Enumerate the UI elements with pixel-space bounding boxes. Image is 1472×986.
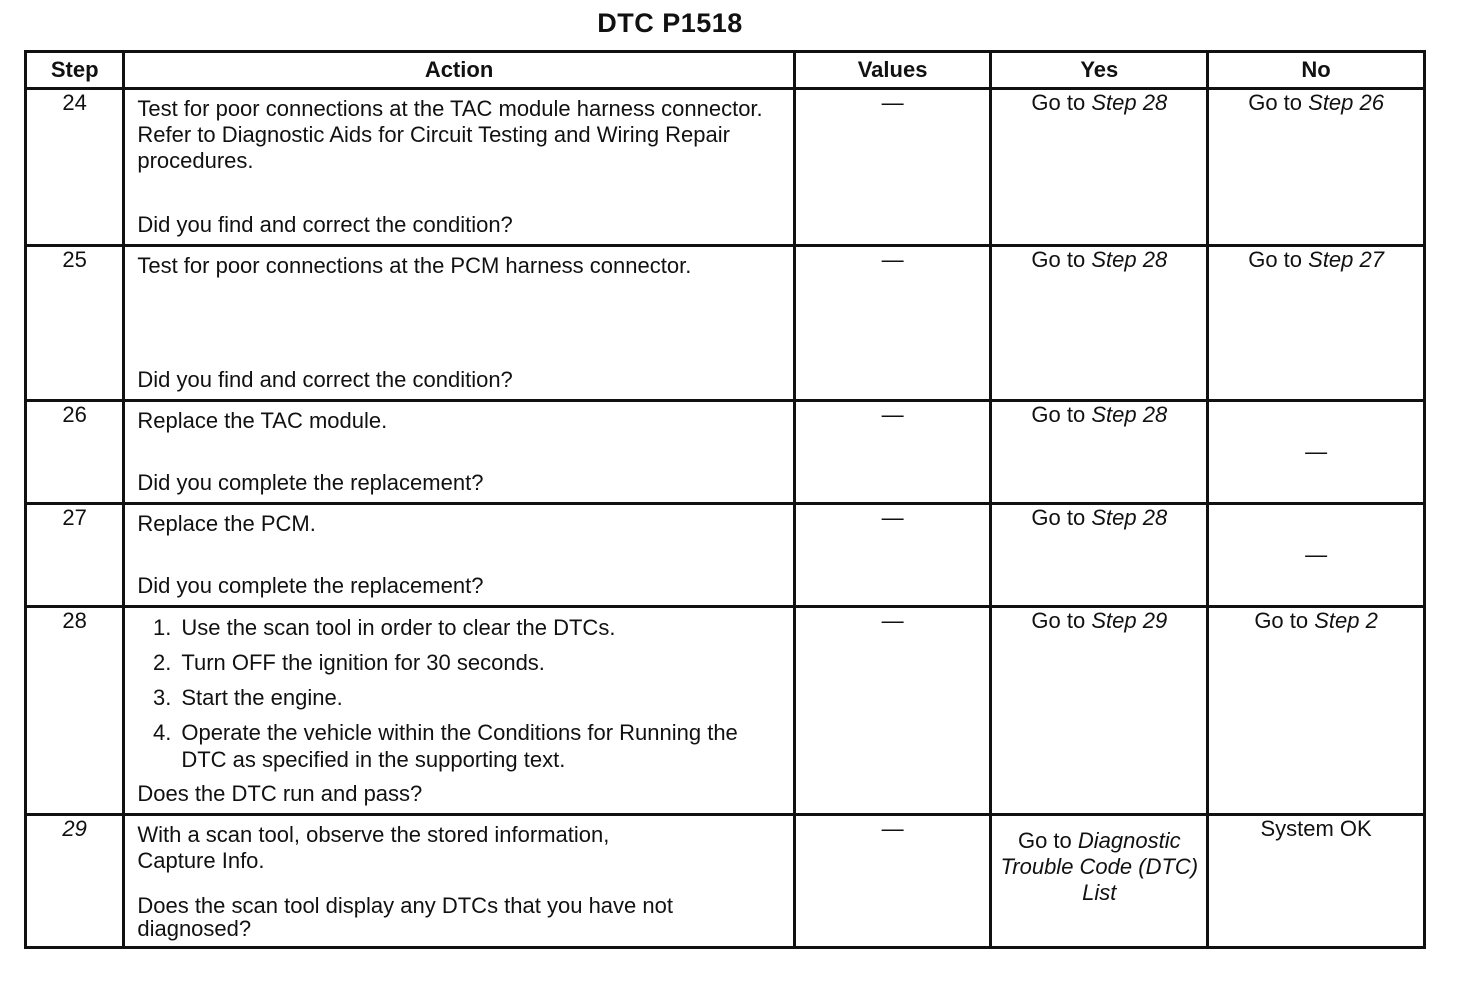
table-header-row <box>26 52 1425 89</box>
action-text: Replace the PCM. <box>137 511 316 536</box>
values-cell <box>794 504 991 607</box>
action-question: Did you find and correct the condition? <box>137 212 513 237</box>
action-question: Does the scan tool display any DTCs that you have not diagnosed? <box>137 893 673 941</box>
dtc-table <box>24 50 1426 949</box>
no-cell <box>1208 504 1425 607</box>
yes-prefix: Go to <box>1017 828 1072 853</box>
header-step: Step <box>26 52 124 89</box>
no-step-link[interactable]: Step 27 <box>1308 247 1384 272</box>
no-step-link[interactable]: Step 2 <box>1314 608 1378 633</box>
values-cell <box>794 607 991 815</box>
table-row <box>26 89 1425 246</box>
action-cell <box>124 815 794 948</box>
action-cell <box>124 607 794 815</box>
header-action: Action <box>124 52 794 89</box>
action-question: Does the DTC run and pass? <box>137 781 423 806</box>
action-cell <box>124 401 794 504</box>
no-prefix: Go to <box>1254 608 1309 633</box>
yes-prefix: Go to <box>1031 505 1086 530</box>
action-question: Did you find and correct the condition? <box>137 367 513 392</box>
step-number: 27 <box>26 504 124 607</box>
no-prefix: Go to <box>1248 247 1303 272</box>
yes-step-link[interactable]: Step 28 <box>1091 247 1168 272</box>
step-number: 24 <box>26 89 124 246</box>
yes-dtc-list-link[interactable]: Diagnostic Trouble Code (DTC) List <box>1000 828 1199 905</box>
no-cell <box>1208 401 1425 504</box>
values-dash: — <box>881 608 904 633</box>
values-dash: — <box>881 816 904 841</box>
values-cell <box>794 401 991 504</box>
yes-prefix: Go to <box>1031 608 1086 633</box>
no-cell <box>1208 246 1425 401</box>
header-no: No <box>1208 52 1425 89</box>
values-dash: — <box>881 247 904 272</box>
no-dash: — <box>1305 439 1328 464</box>
yes-prefix: Go to <box>1031 402 1086 427</box>
action-cell <box>124 504 794 607</box>
system-ok-text: System OK <box>1260 816 1372 841</box>
action-steps-list <box>137 614 780 773</box>
table-row <box>26 246 1425 401</box>
action-cell <box>124 89 794 246</box>
action-question: Did you complete the replacement? <box>137 573 484 598</box>
action-text: Replace the TAC module. <box>137 408 388 433</box>
no-dash: — <box>1305 542 1328 567</box>
table-row <box>26 401 1425 504</box>
values-cell <box>794 246 991 401</box>
yes-step-link[interactable]: Step 28 <box>1091 90 1168 115</box>
step-number: 28 <box>26 607 124 815</box>
yes-prefix: Go to <box>1031 247 1086 272</box>
no-cell <box>1208 607 1425 815</box>
values-cell <box>794 815 991 948</box>
yes-step-link[interactable]: Step 28 <box>1091 402 1168 427</box>
step-number: 26 <box>26 401 124 504</box>
table-row <box>26 504 1425 607</box>
no-cell <box>1208 815 1425 948</box>
yes-cell <box>991 815 1208 948</box>
values-dash: — <box>881 505 904 530</box>
list-item: 3. Start the engine. <box>152 685 343 710</box>
values-dash: — <box>881 402 904 427</box>
list-item: 4. Operate the vehicle within the Conditions for Running the DTC as specified in the supporting text. <box>152 720 738 772</box>
yes-step-link[interactable]: Step 28 <box>1091 505 1168 530</box>
header-values: Values <box>794 52 991 89</box>
yes-cell <box>991 607 1208 815</box>
table-row <box>26 607 1425 815</box>
step-number: 29 <box>26 815 124 948</box>
values-dash: — <box>881 90 904 115</box>
action-text: Test for poor connections at the TAC module harness connector. Refer to Diagnostic Aids for Circuit Testing and Wiring Repair procedures. <box>137 96 763 173</box>
no-step-link[interactable]: Step 26 <box>1308 90 1384 115</box>
table-row <box>26 815 1425 948</box>
document-title: DTC P1518 <box>597 8 743 38</box>
action-question: Did you complete the replacement? <box>137 470 484 495</box>
list-item: 2. Turn OFF the ignition for 30 seconds. <box>152 650 545 675</box>
step-number: 25 <box>26 246 124 401</box>
no-cell <box>1208 89 1425 246</box>
yes-cell <box>991 401 1208 504</box>
yes-prefix: Go to <box>1031 90 1086 115</box>
no-prefix: Go to <box>1248 90 1303 115</box>
header-yes: Yes <box>991 52 1208 89</box>
action-text: With a scan tool, observe the stored information, Capture Info. <box>137 822 610 873</box>
yes-cell <box>991 504 1208 607</box>
yes-step-link[interactable]: Step 29 <box>1091 608 1168 633</box>
yes-cell <box>991 89 1208 246</box>
yes-cell <box>991 246 1208 401</box>
values-cell <box>794 89 991 246</box>
action-cell <box>124 246 794 401</box>
list-item: 1. Use the scan tool in order to clear the DTCs. <box>152 615 616 640</box>
action-text: Test for poor connections at the PCM harness connector. <box>137 253 692 278</box>
